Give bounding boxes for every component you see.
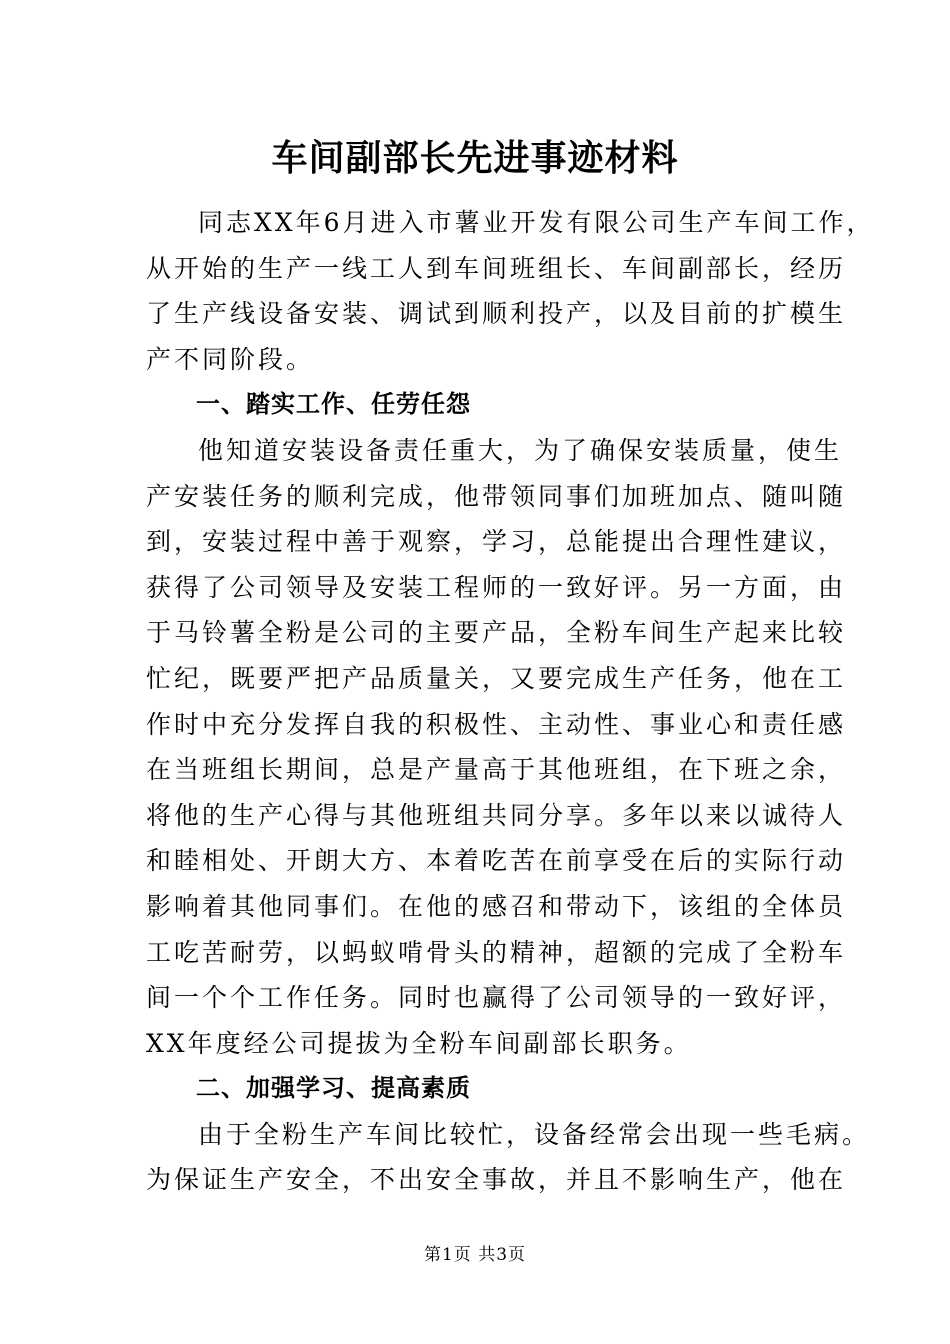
paragraph-line: 他知道安装设备责任重大，为了确保安装质量，使生 <box>198 435 843 465</box>
paragraph-line: 由于全粉生产车间比较忙，设备经常会出现一些毛病。 <box>198 1119 871 1149</box>
paragraph-line: 影响着其他同事们。在他的感召和带动下，该组的全体员 <box>146 891 847 921</box>
paragraph-line: 将他的生产心得与其他班组共同分享。多年以来以诚待人 <box>146 800 847 830</box>
paragraph-line: 到，安装过程中善于观察，学习，总能提出合理性建议， <box>146 527 847 557</box>
paragraph-line: 在当班组长期间，总是产量高于其他班组，在下班之余， <box>146 755 847 785</box>
page-footer: 第1页 共3页 <box>423 1245 527 1265</box>
paragraph-line: 作时中充分发挥自我的积极性、主动性、事业心和责任感 <box>146 709 847 739</box>
paragraph-line: 同志XX年6月进入市薯业开发有限公司生产车间工作， <box>198 208 875 237</box>
paragraph-line: 获得了公司领导及安装工程师的一致好评。另一方面，由 <box>146 572 847 602</box>
paragraph-line: 忙纪，既要严把产品质量关，又要完成生产任务，他在工 <box>146 663 847 693</box>
paragraph-line: 从开始的生产一线工人到车间班组长、车间副部长，经历 <box>146 253 847 283</box>
document-title: 车间副部长先进事迹材料 <box>271 138 679 179</box>
paragraph-line: 为保证生产安全，不出安全事故，并且不影响生产，他在 <box>146 1165 847 1195</box>
paragraph-line: 和睦相处、开朗大方、本着吃苦在前享受在后的实际行动 <box>146 846 847 876</box>
paragraph-line: 了生产线设备安装、调试到顺利投产，以及目前的扩模生 <box>146 299 847 329</box>
paragraph-line: 间一个个工作任务。同时也赢得了公司领导的一致好评， <box>146 983 847 1013</box>
paragraph-line: 于马铃薯全粉是公司的主要产品，全粉车间生产起来比较 <box>146 618 847 648</box>
section-heading: 二、加强学习、提高素质 <box>196 1074 471 1103</box>
document-body <box>146 200 875 1203</box>
paragraph-line: XX年度经公司提拔为全粉车间副部长职务。 <box>146 1028 692 1058</box>
paragraph-line: 工吃苦耐劳，以蚂蚁啃骨头的精神，超额的完成了全粉车 <box>146 937 847 967</box>
section-heading: 一、踏实工作、任劳任怨 <box>196 390 471 419</box>
paragraph-line: 产安装任务的顺利完成，他带领同事们加班加点、随叫随 <box>146 481 847 511</box>
paragraph-line: 产不同阶段。 <box>146 344 315 374</box>
